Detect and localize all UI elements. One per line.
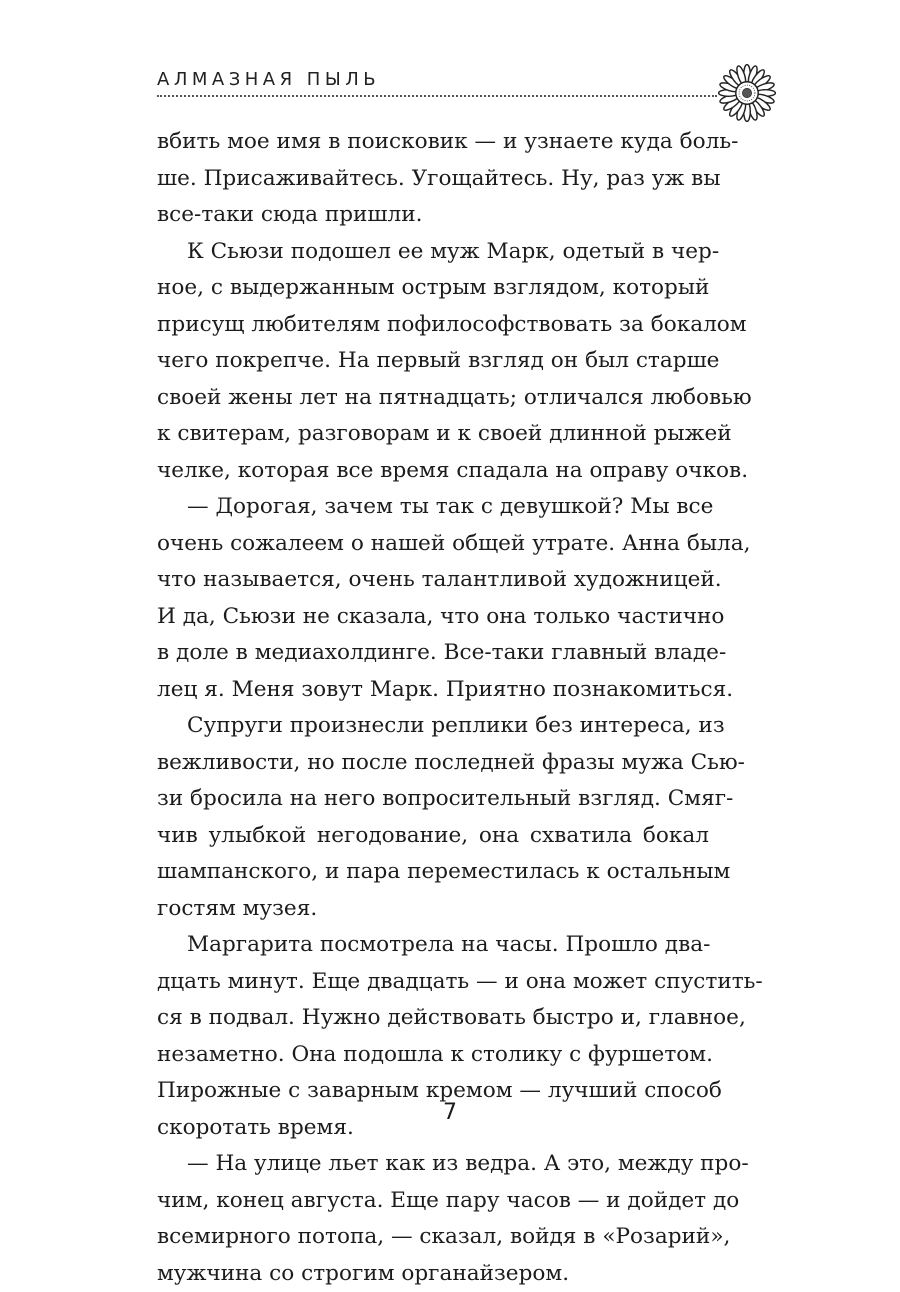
text-line: в доле в медиахолдинге. Все-таки главный владе- bbox=[157, 635, 709, 672]
text-line: — На улице льет как из ведра. А это, между про- bbox=[157, 1146, 709, 1183]
text-line: лец я. Меня зовут Марк. Приятно познакомиться. bbox=[157, 672, 709, 709]
paragraph bbox=[157, 489, 709, 708]
text-line: все-таки сюда пришли. bbox=[157, 197, 709, 234]
text-line: шампанского, и пара переместилась к остальным bbox=[157, 854, 709, 891]
text-line: очень сожалеем о нашей общей утрате. Анна была, bbox=[157, 526, 709, 563]
paragraph bbox=[157, 234, 709, 490]
text-line: ся в подвал. Нужно действовать быстро и, главное, bbox=[157, 1000, 709, 1037]
text-line: скоротать время. bbox=[157, 1110, 709, 1147]
text-line: И да, Сьюзи не сказала, что она только частично bbox=[157, 599, 709, 636]
text-line: челке, которая все время спадала на оправу очков. bbox=[157, 453, 709, 490]
text-line: своей жены лет на пятнадцать; отличался любовью bbox=[157, 380, 709, 417]
text-line: — Дорогая, зачем ты так с девушкой? Мы все bbox=[157, 489, 709, 526]
text-line: вбить мое имя в поисковик — и узнаете куда боль- bbox=[157, 124, 709, 161]
text-line: ше. Присаживайтесь. Угощайтесь. Ну, раз уж вы bbox=[157, 161, 709, 198]
text-line: Супруги произнесли реплики без интереса, из bbox=[157, 708, 709, 745]
paragraph bbox=[157, 124, 709, 234]
text-line: к свитерам, разговорам и к своей длинной рыжей bbox=[157, 416, 709, 453]
text-line: всемирного потопа, — сказал, войдя в «Розарий», bbox=[157, 1219, 709, 1256]
text-line: Маргарита посмотрела на часы. Прошло два- bbox=[157, 927, 709, 964]
text-line: вежливости, но после последней фразы мужа Сью- bbox=[157, 745, 709, 782]
text-line: чего покрепче. На первый взгляд он был старше bbox=[157, 343, 709, 380]
text-line: незаметно. Она подошла к столику с фуршетом. bbox=[157, 1037, 709, 1074]
running-head: АЛМАЗНАЯ ПЫЛЬ bbox=[157, 68, 380, 92]
text-line: Пирожные с заварным кремом — лучший способ bbox=[157, 1073, 709, 1110]
text-line: присущ любителям пофилософствовать за бокалом bbox=[157, 307, 709, 344]
header-dotted-rule bbox=[157, 95, 717, 97]
text-line: чим, конец августа. Еще пару часов — и дойдет до bbox=[157, 1183, 709, 1220]
text-line: К Сьюзи подошел ее муж Марк, одетый в чер- bbox=[157, 234, 709, 271]
text-line: мужчина со строгим органайзером. bbox=[157, 1256, 709, 1292]
paragraph bbox=[157, 1146, 709, 1292]
text-line: чив улыбкой негодование, она схватила бокал bbox=[157, 818, 709, 855]
sunflower-icon bbox=[714, 60, 780, 126]
text-line: ное, с выдержанным острым взглядом, который bbox=[157, 270, 709, 307]
paragraph bbox=[157, 708, 709, 927]
page-number: 7 bbox=[0, 1100, 900, 1125]
text-line: гостям музея. bbox=[157, 891, 709, 928]
text-line: зи бросила на него вопросительный взгляд. Смяг- bbox=[157, 781, 709, 818]
text-line: дцать минут. Еще двадцать — и она может спустить- bbox=[157, 964, 709, 1001]
text-line: что называется, очень талантливой художницей. bbox=[157, 562, 709, 599]
